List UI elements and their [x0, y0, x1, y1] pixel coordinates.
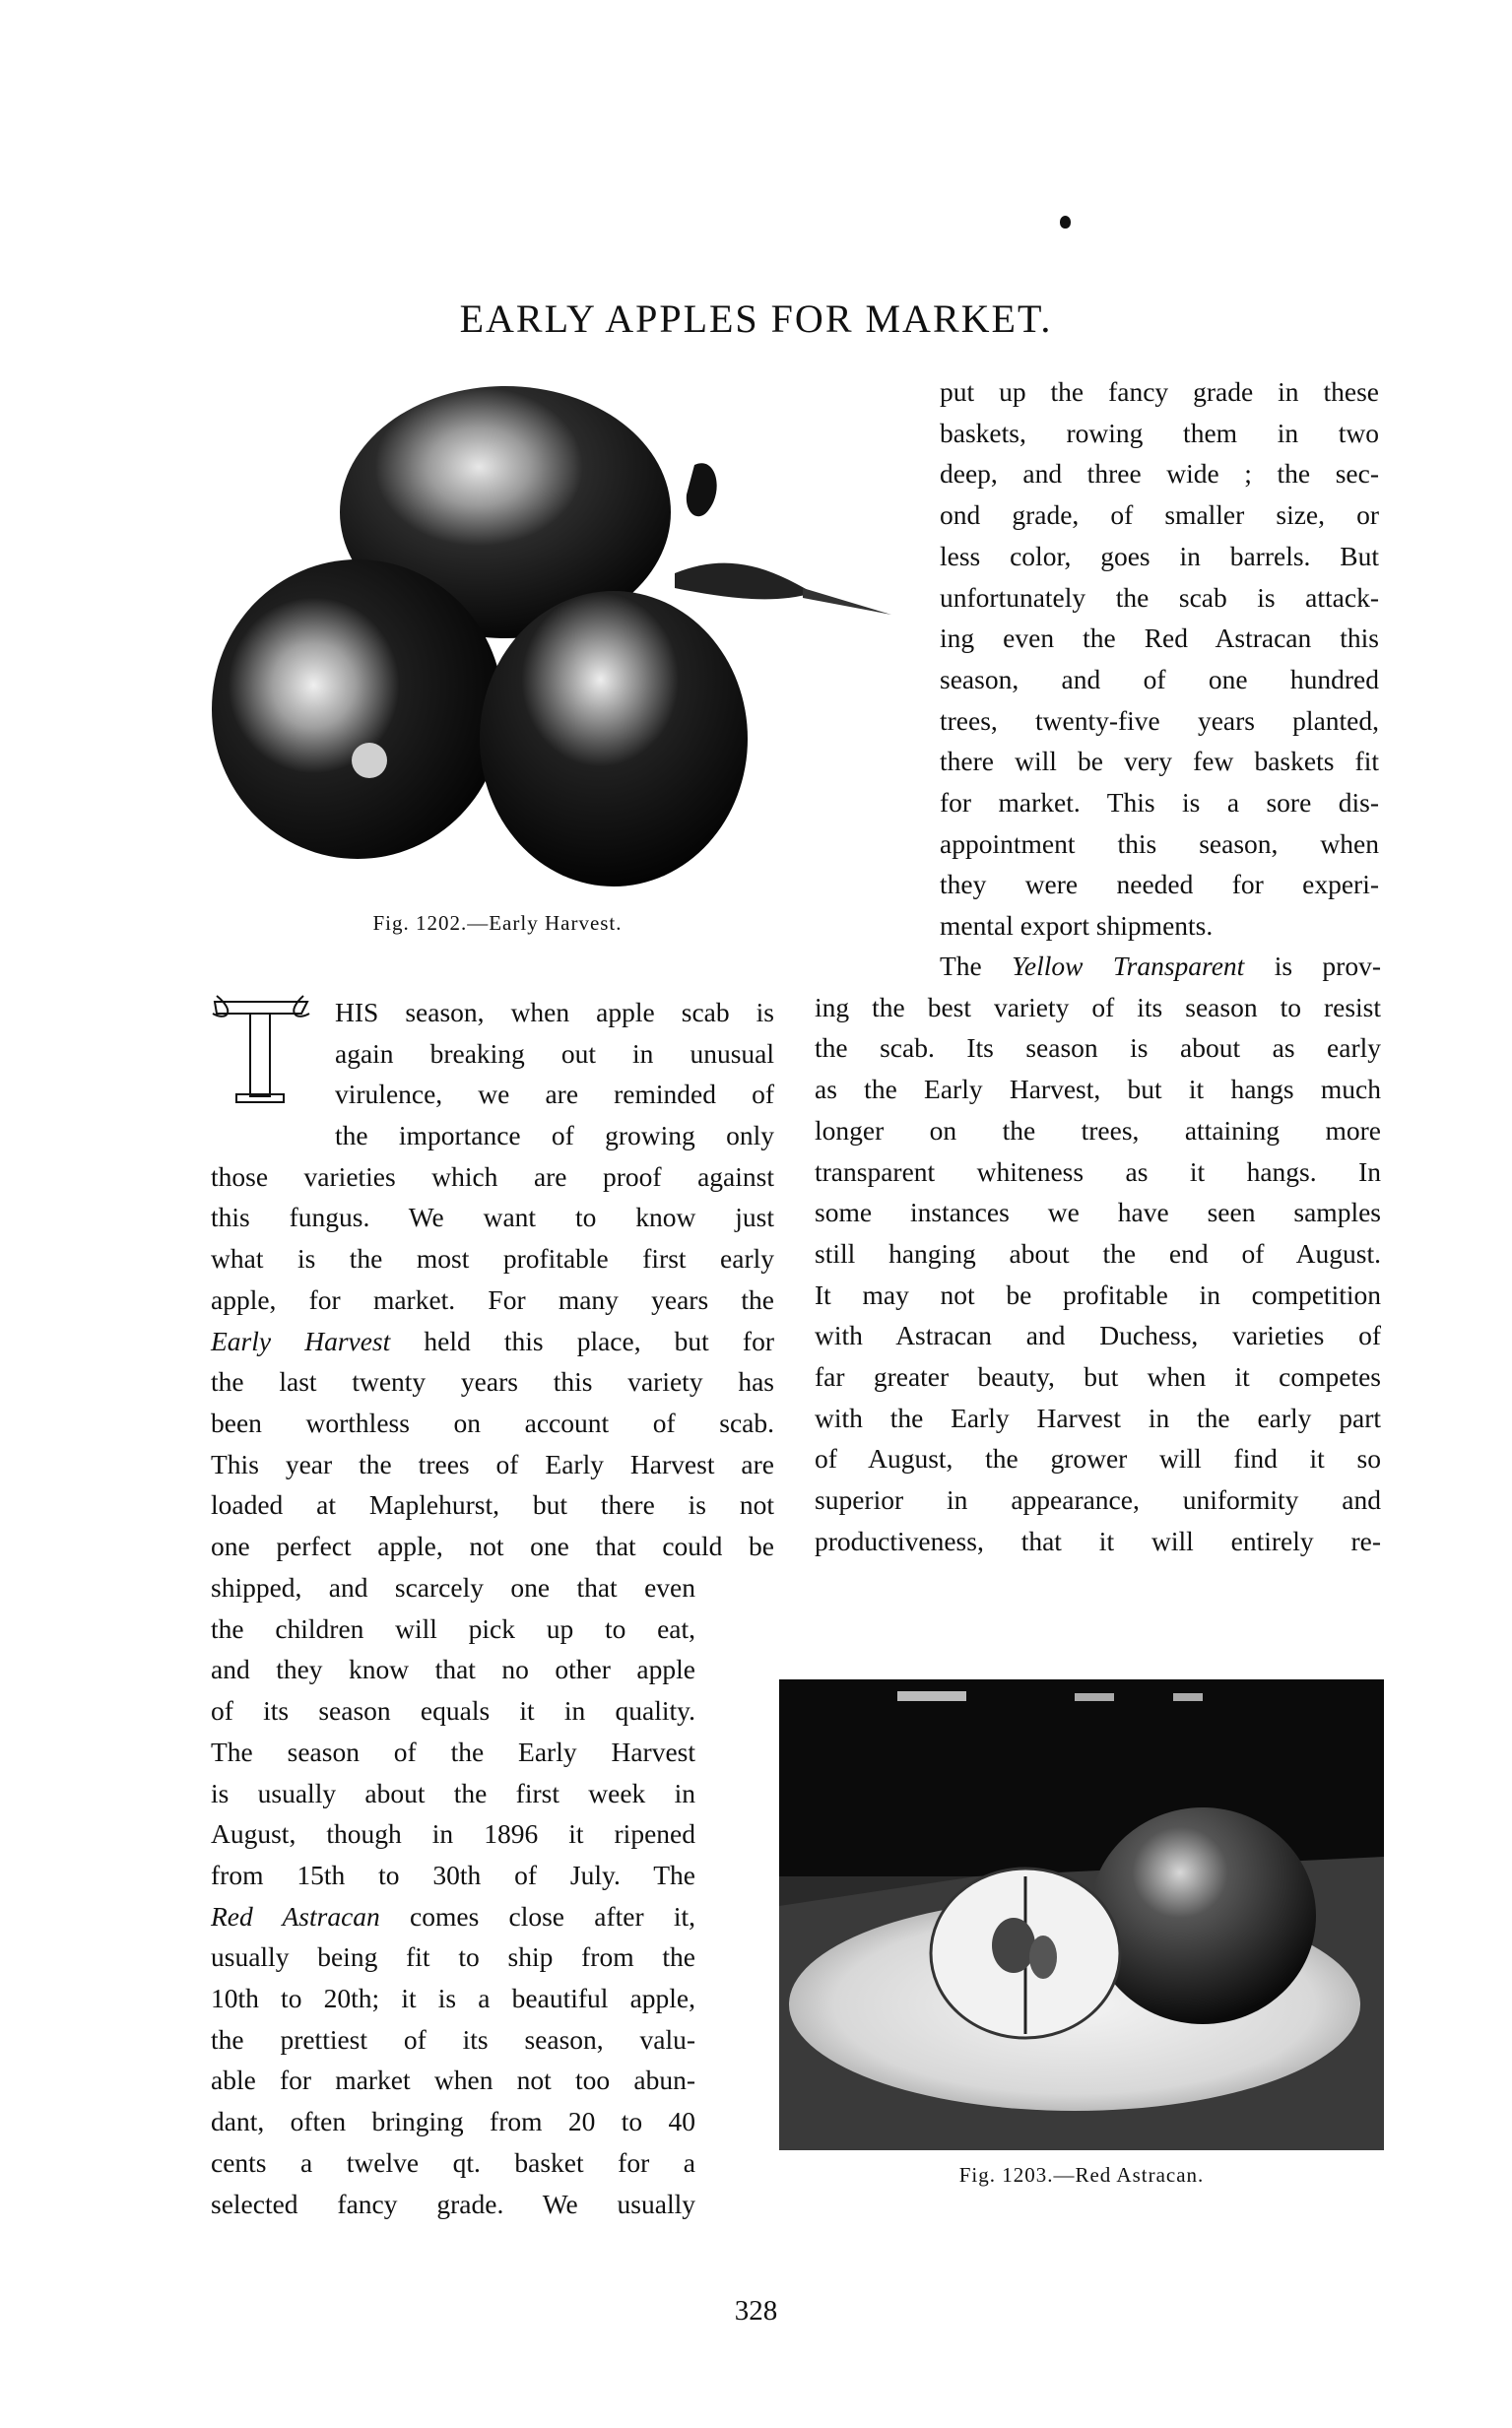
- text-line: ing even the Red Astracan this: [940, 623, 1379, 654]
- text-line: able for market when not too abun-: [211, 2065, 695, 2096]
- text-line: Red Astracan comes close after it,: [211, 1900, 696, 1932]
- text-line: again breaking out in unusual: [335, 1037, 774, 1069]
- text-line: mental export shipments.: [940, 910, 1214, 942]
- apple-right: [480, 591, 748, 886]
- text-line: the last twenty years this variety has: [211, 1366, 774, 1398]
- text-line: August, though in 1896 it ripened: [211, 1818, 695, 1850]
- drop-cap-ornament: [207, 992, 315, 1108]
- text-line: far greater beauty, but when it competes: [815, 1361, 1381, 1393]
- figure-early-harvest: [212, 386, 921, 898]
- ink-mark: [1060, 216, 1071, 229]
- text-line: those varieties which are proof against: [211, 1160, 774, 1192]
- text-line: baskets, rowing them in two: [940, 417, 1379, 448]
- page-number: 328: [734, 2295, 778, 2327]
- text-line: virulence, we are reminded of: [335, 1079, 774, 1110]
- text-line: there will be very few baskets fit: [940, 746, 1379, 777]
- figure-caption-1203: Fig. 1203.—Red Astracan.: [958, 2163, 1205, 2187]
- text-line: with Astracan and Duchess, varieties of: [815, 1320, 1381, 1351]
- left-column-narrow: [211, 1567, 695, 2224]
- text-line: dant, often bringing from 20 to 40: [211, 2106, 695, 2137]
- text-line: Early Harvest held this place, but for: [211, 1325, 774, 1356]
- text-line: This year the trees of Early Harvest are: [211, 1448, 774, 1479]
- text-line: is usually about the first week in: [211, 1777, 695, 1808]
- text-line: the importance of growing only: [335, 1120, 774, 1150]
- text-line: been worthless on account of scab.: [211, 1407, 774, 1438]
- text-line: less color, goes in barrels. But: [940, 540, 1379, 571]
- text-line: HIS season, when apple scab is: [335, 997, 774, 1027]
- text-line: cents a twelve qt. basket for a: [211, 2146, 695, 2178]
- drop-cap-letter: T: [257, 1078, 265, 1088]
- figure-red-astracan: [779, 1679, 1384, 2150]
- whole-apple: [1089, 1807, 1316, 2024]
- left-column-dropcap: [335, 992, 774, 1115]
- text-line: apple, for market. For many years the: [211, 1283, 774, 1315]
- text-line: trees, twenty-five years planted,: [940, 704, 1379, 736]
- text-line: ing the best variety of its season to resist: [815, 991, 1381, 1022]
- text-line: It may not be profitable in competition: [815, 1279, 1381, 1310]
- text-line: this fungus. We want to know just: [211, 1202, 774, 1233]
- text-line: superior in appearance, uniformity and: [815, 1484, 1381, 1516]
- text-line: some instances we have seen samples: [815, 1197, 1381, 1228]
- apple-left: [212, 559, 503, 859]
- figure-caption-1202: Fig. 1202.—Early Harvest.: [372, 911, 623, 935]
- text-line: for market. This is a sore dis-: [940, 787, 1379, 819]
- text-line: selected fancy grade. We usually: [211, 2188, 695, 2219]
- text-line: what is the most profitable first early: [211, 1243, 774, 1275]
- text-line: still hanging about the end of August.: [815, 1237, 1381, 1269]
- text-line: with the Early Harvest in the early part: [815, 1402, 1381, 1433]
- text-line: transparent whiteness as it hangs. In: [815, 1155, 1381, 1187]
- text-line: productiveness, that it will entirely re-: [815, 1525, 1381, 1556]
- text-line: of its season equals it in quality.: [211, 1695, 695, 1727]
- page-title: EARLY APPLES FOR MARKET.: [459, 296, 1053, 341]
- text-line: they were needed for experi-: [940, 869, 1379, 900]
- text-line: of August, the grower will find it so: [815, 1443, 1381, 1475]
- text-line: one perfect apple, not one that could be: [211, 1531, 774, 1562]
- left-column-body: [211, 1115, 774, 1567]
- text-line: shipped, and scarcely one that even: [211, 1572, 695, 1603]
- text-line: from 15th to 30th of July. The: [211, 1859, 695, 1890]
- text-line: the scab. Its season is about as early: [815, 1032, 1381, 1064]
- text-line: and they know that no other apple: [211, 1654, 695, 1685]
- text-line: season, and of one hundred: [940, 663, 1379, 694]
- text-line: unfortunately the scab is attack-: [940, 581, 1379, 613]
- middle-column: [815, 946, 1381, 1562]
- text-line: usually being fit to ship from the: [211, 1941, 695, 1973]
- text-line: deep, and three wide ; the sec-: [940, 458, 1379, 490]
- text-line: as the Early Harvest, but it hangs much: [815, 1074, 1381, 1105]
- text-line: longer on the trees, attaining more: [815, 1114, 1381, 1146]
- text-line: loaded at Maplehurst, but there is not: [211, 1489, 774, 1521]
- text-line: The season of the Early Harvest: [211, 1736, 695, 1767]
- text-line: 10th to 20th; it is a beautiful apple,: [211, 1983, 695, 2014]
- text-line: The Yellow Transparent is prov-: [940, 951, 1381, 981]
- text-line: ond grade, of smaller size, or: [940, 499, 1379, 531]
- text-line: the prettiest of its season, valu-: [211, 2023, 695, 2055]
- text-line: the children will pick up to eat,: [211, 1612, 695, 1644]
- right-column: [940, 371, 1379, 947]
- text-line: put up the fancy grade in these: [940, 376, 1379, 407]
- text-line: appointment this season, when: [940, 827, 1379, 859]
